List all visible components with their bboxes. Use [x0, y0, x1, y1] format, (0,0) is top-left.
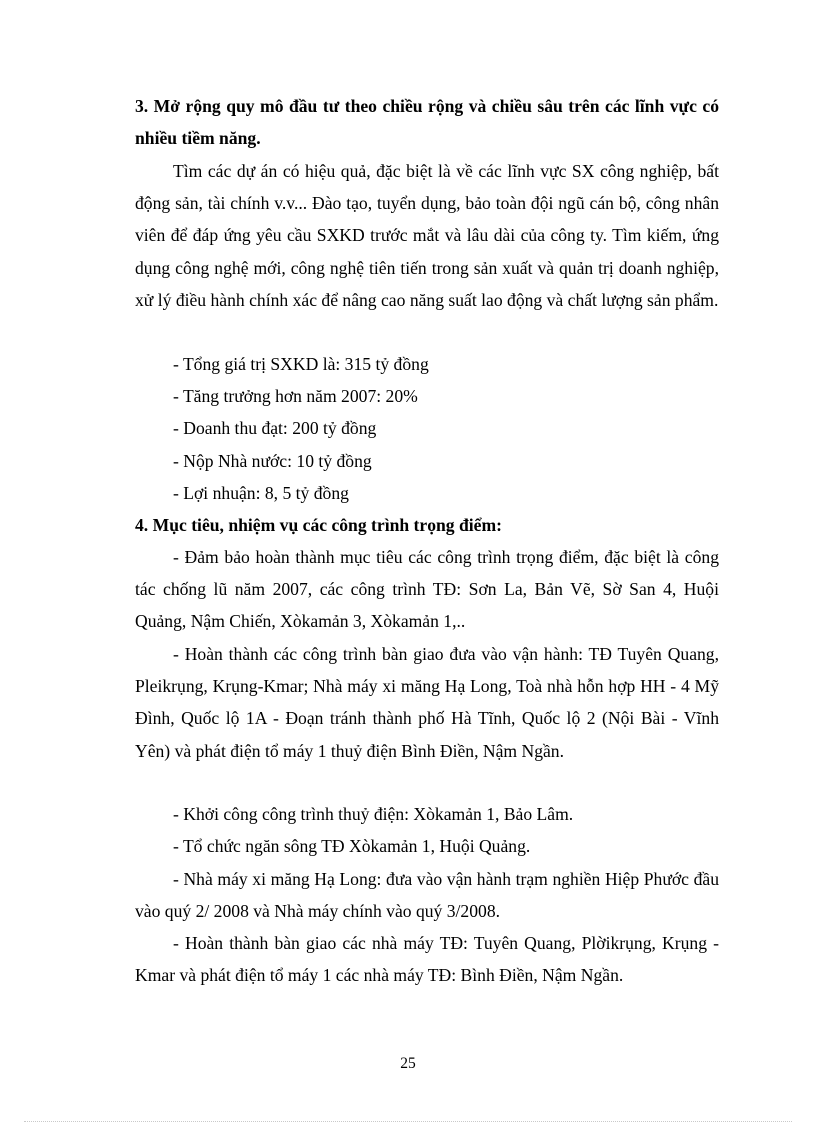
section-3-heading: 3. Mở rộng quy mô đầu tư theo chiều rộng và chiều sâu trên các lĩnh vực có nhiều tiềm năng.: [135, 96, 719, 149]
page-number: 25: [400, 1055, 416, 1072]
section-4-paragraph: - Nhà máy xi măng Hạ Long: đưa vào vận hành trạm nghiền Hiệp Phước đầu vào quý 2/ 2008 và Nhà máy chính vào quý 3/2008.: [135, 869, 719, 922]
section-4-paragraph: - Hoàn thành bàn giao các nhà máy TĐ: Tuyên Quang, Plờikrụng, Krụng - Kmar và phát điện tổ máy 1 các nhà máy TĐ: Bình Điền, Nậm Ngần.: [135, 933, 719, 986]
list-item: - Lợi nhuận: 8, 5 tỷ đồng: [173, 482, 349, 503]
list-item: - Tăng trưởng hơn năm 2007: 20%: [173, 386, 418, 407]
list-item: - Nộp Nhà nước: 10 tỷ đồng: [173, 450, 372, 471]
section-4-paragraph: - Đảm bảo hoàn thành mục tiêu các công trình trọng điểm, đặc biệt là công tác chống lũ năm 2007, các công trình TĐ: Sơn La, Bản Vẽ, Sờ San 4, Huội Quảng, Nậm Chiến, Xòkamản 3, Xòkamản 1,..: [135, 547, 719, 632]
section-4-paragraph: - Hoàn thành các công trình bàn giao đưa vào vận hành: TĐ Tuyên Quang, Pleikrụng, Krụng-Kmar; Nhà máy xi măng Hạ Long, Toà nhà hỗn hợp HH - 4 Mỹ Đình, Quốc lộ 1A - Đoạn tránh thành phố Hà Tĩnh, Quốc lộ 2 (Nội Bài - Vĩnh Yên) và phát điện tổ máy 1 thuỷ điện Bình Điền, Nậm Ngần.: [135, 644, 719, 761]
section-4-paragraph: - Khởi công công trình thuỷ điện: Xòkamản 1, Bảo Lâm.: [173, 804, 574, 824]
section-3-list: [135, 348, 719, 509]
list-item: - Doanh thu đạt: 200 tỷ đồng: [173, 418, 377, 439]
list-item: - Tổng giá trị SXKD là: 315 tỷ đồng: [173, 354, 429, 374]
section-3-paragraph: Tìm các dự án có hiệu quả, đặc biệt là về các lĩnh vực SX công nghiệp, bất động sản, tài chính v.v... Đào tạo, tuyển dụng, bảo toàn đội ngũ cán bộ, công nhân viên để đáp ứng yêu cầu SXKD trước mắt và lâu dài của công ty. Tìm kiếm, ứng dụng công nghệ mới, công nghệ tiên tiến trong sản xuất và quản trị doanh nghiệp, xử lý điều hành chính xác để nâng cao năng suất lao động và chất lượng sản phẩm.: [135, 161, 719, 310]
section-4-heading: 4. Mục tiêu, nhiệm vụ các công trình trọng điểm:: [135, 515, 502, 535]
page-bottom-divider: [24, 1121, 792, 1122]
section-4-paragraph: - Tổ chức ngăn sông TĐ Xòkamản 1, Huội Quảng.: [173, 836, 531, 856]
